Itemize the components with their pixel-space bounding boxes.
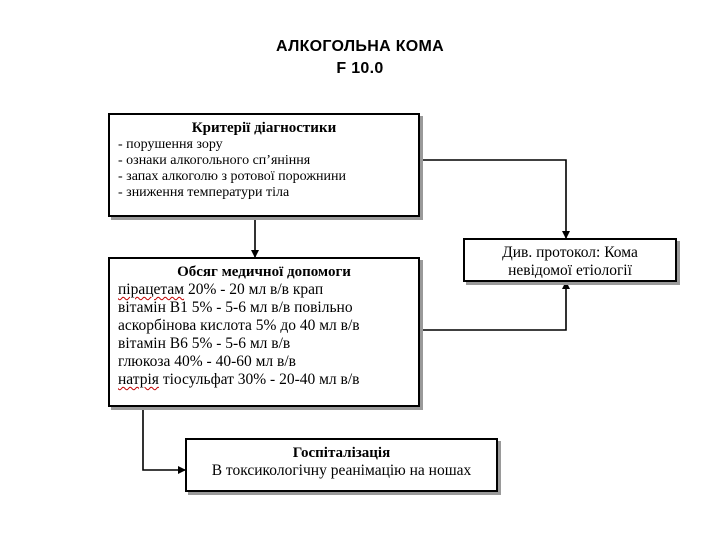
diagnostics-heading: Критерії діагностики <box>191 120 337 136</box>
medical-help-item: вітамін В6 5% - 5-6 мл в/в <box>118 335 291 352</box>
diagnostics-item: - зниження температури тіла <box>118 185 290 200</box>
medical-help-item: глюкоза 40% - 40-60 мл в/в <box>118 353 296 370</box>
medical-help-item-word: натрія <box>118 371 159 388</box>
medical-help-item: аскорбінова кислота 5% до 40 мл в/в <box>118 317 360 334</box>
protocol-label-line1: Див. протокол: Кома <box>502 244 638 261</box>
medical-help-heading: Обсяг медичної допомоги <box>177 264 351 280</box>
hospitalization-box <box>185 438 498 492</box>
protocol-label-line2: невідомої етіології <box>508 262 632 279</box>
protocol-box <box>463 238 677 282</box>
medical-help-item: пірацетам 20% - 20 мл в/в крап <box>118 281 324 298</box>
diagnosis-code: F 10.0 <box>336 60 384 77</box>
diagnostics-item: - порушення зору <box>118 137 223 152</box>
hospitalization-heading: Госпіталізація <box>292 445 391 461</box>
hospitalization-text: В токсикологічну реанімацію на ношах <box>211 462 472 479</box>
diagnostics-item: - запах алкоголю з ротової порожнини <box>118 169 346 184</box>
medical-help-item: натрія тіосульфат 30% - 20-40 мл в/в <box>118 371 360 388</box>
medical-help-item-word: пірацетам <box>118 281 185 298</box>
arrow-diagnostics-to-protocol <box>420 160 566 238</box>
arrow-help-to-hospitalization <box>143 406 185 470</box>
medical-help-box <box>108 257 420 407</box>
arrow-help-to-protocol <box>420 282 566 330</box>
diagnostics-box <box>108 113 420 217</box>
medical-help-item: вітамін В1 5% - 5-6 мл в/в повільно <box>118 299 353 316</box>
diagnostics-item: - ознаки алкогольного сп’яніння <box>118 153 311 168</box>
page-title: АЛКОГОЛЬНА КОМА <box>276 38 444 55</box>
